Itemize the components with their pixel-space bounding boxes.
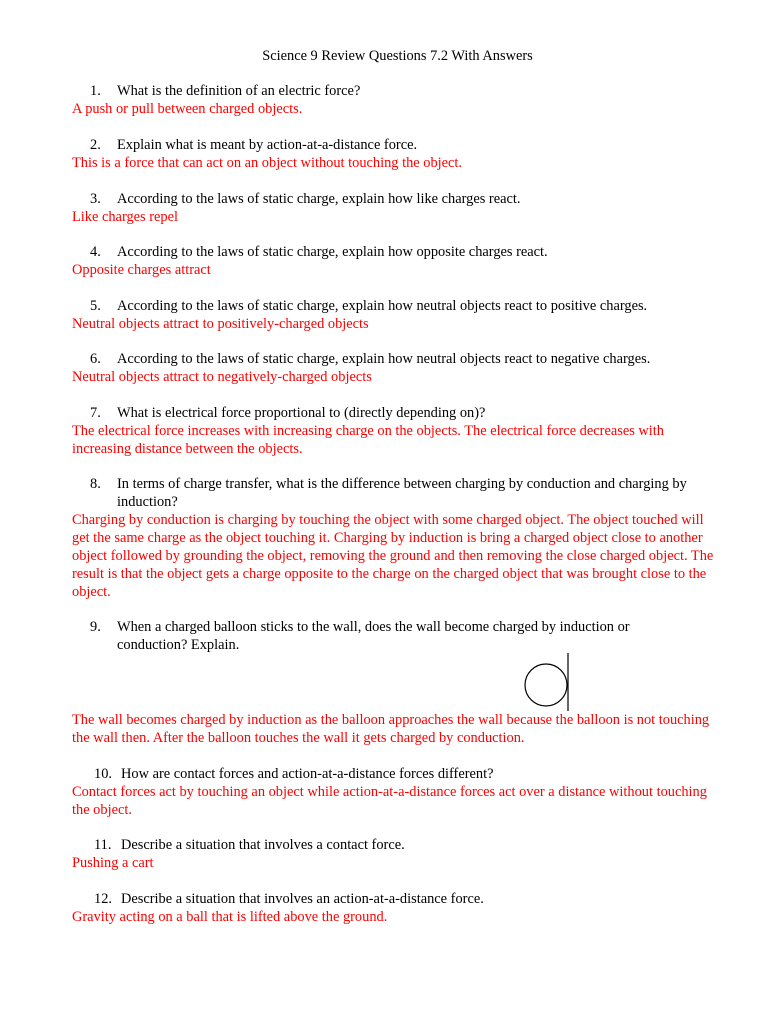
page-title: Science 9 Review Questions 7.2 With Answers	[262, 48, 533, 64]
question-number: 11.	[94, 837, 112, 853]
question-number: 9.	[90, 619, 101, 635]
question-item	[72, 765, 724, 819]
question-text: In terms of charge transfer, what is the difference between charging by conduction and charging by induction?	[117, 476, 687, 510]
balloon-wall-diagram	[522, 652, 572, 712]
question-number: 10.	[94, 766, 112, 782]
question-item	[72, 350, 724, 386]
answer-block	[72, 711, 724, 747]
question-text: Describe a situation that involves an action-at-a-distance force.	[121, 891, 484, 907]
answer-text: Like charges repel	[72, 209, 179, 225]
question-item	[72, 190, 724, 226]
question-text: Explain what is meant by action-at-a-distance force.	[117, 137, 418, 153]
question-item	[72, 475, 724, 601]
question-number: 1.	[90, 83, 101, 99]
question-text: How are contact forces and action-at-a-distance forces different?	[121, 766, 494, 782]
question-item	[72, 297, 724, 333]
question-number: 4.	[90, 244, 101, 260]
answer-text: Gravity acting on a ball that is lifted above the ground.	[72, 909, 388, 925]
answer-text: The electrical force increases with increasing charge on the objects. The electrical force decreases with increasing distance between the objects.	[72, 423, 664, 457]
question-item	[72, 836, 724, 872]
question-text: When a charged balloon sticks to the wall, does the wall become charged by induction or conduction? Explain.	[117, 619, 630, 653]
question-text: What is the definition of an electric force?	[117, 83, 361, 99]
answer-text: Opposite charges attract	[72, 262, 211, 278]
answer-text: The wall becomes charged by induction as the balloon approaches the wall because the balloon is not touching the wall then. After the balloon touches the wall it gets charged by conduction.	[72, 712, 710, 746]
question-number: 8.	[90, 476, 101, 492]
question-text: What is electrical force proportional to (directly depending on)?	[117, 405, 486, 421]
answer-text: Neutral objects attract to positively-charged objects	[72, 316, 369, 332]
question-text: According to the laws of static charge, explain how opposite charges react.	[117, 244, 548, 260]
question-item	[72, 404, 724, 458]
question-item	[72, 890, 724, 926]
question-number: 6.	[90, 351, 101, 367]
question-number: 2.	[90, 137, 101, 153]
question-text: According to the laws of static charge, explain how neutral objects react to negative charges.	[117, 351, 651, 367]
question-text: Describe a situation that involves a contact force.	[121, 837, 405, 853]
answer-text: Contact forces act by touching an object while action-at-a-distance forces act over a distance without touching the object.	[72, 784, 707, 818]
answer-text: Neutral objects attract to negatively-charged objects	[72, 369, 372, 385]
answer-text: This is a force that can act on an object without touching the object.	[72, 155, 463, 171]
question-text: According to the laws of static charge, explain how neutral objects react to positive charges.	[117, 298, 648, 314]
question-item	[72, 82, 724, 118]
answer-text: Pushing a cart	[72, 855, 154, 871]
question-number: 7.	[90, 405, 101, 421]
question-item	[72, 136, 724, 172]
question-text: According to the laws of static charge, explain how like charges react.	[117, 191, 521, 207]
question-number: 5.	[90, 298, 101, 314]
question-item	[72, 618, 724, 654]
answer-text: Charging by conduction is charging by touching the object with some charged object. The object touched will get the same charge as the object touching it. Charging by induction is bring a charged object close to another object followed by grounding the object, removing the ground and then removing the close charged object. The result is that the object gets a charge opposite to the charge on the charged object that was brought close to the object.	[72, 512, 714, 600]
answer-text: A push or pull between charged objects.	[72, 101, 303, 117]
question-number: 3.	[90, 191, 101, 207]
question-item	[72, 243, 724, 279]
balloon-shape	[525, 664, 567, 706]
question-number: 12.	[94, 891, 112, 907]
